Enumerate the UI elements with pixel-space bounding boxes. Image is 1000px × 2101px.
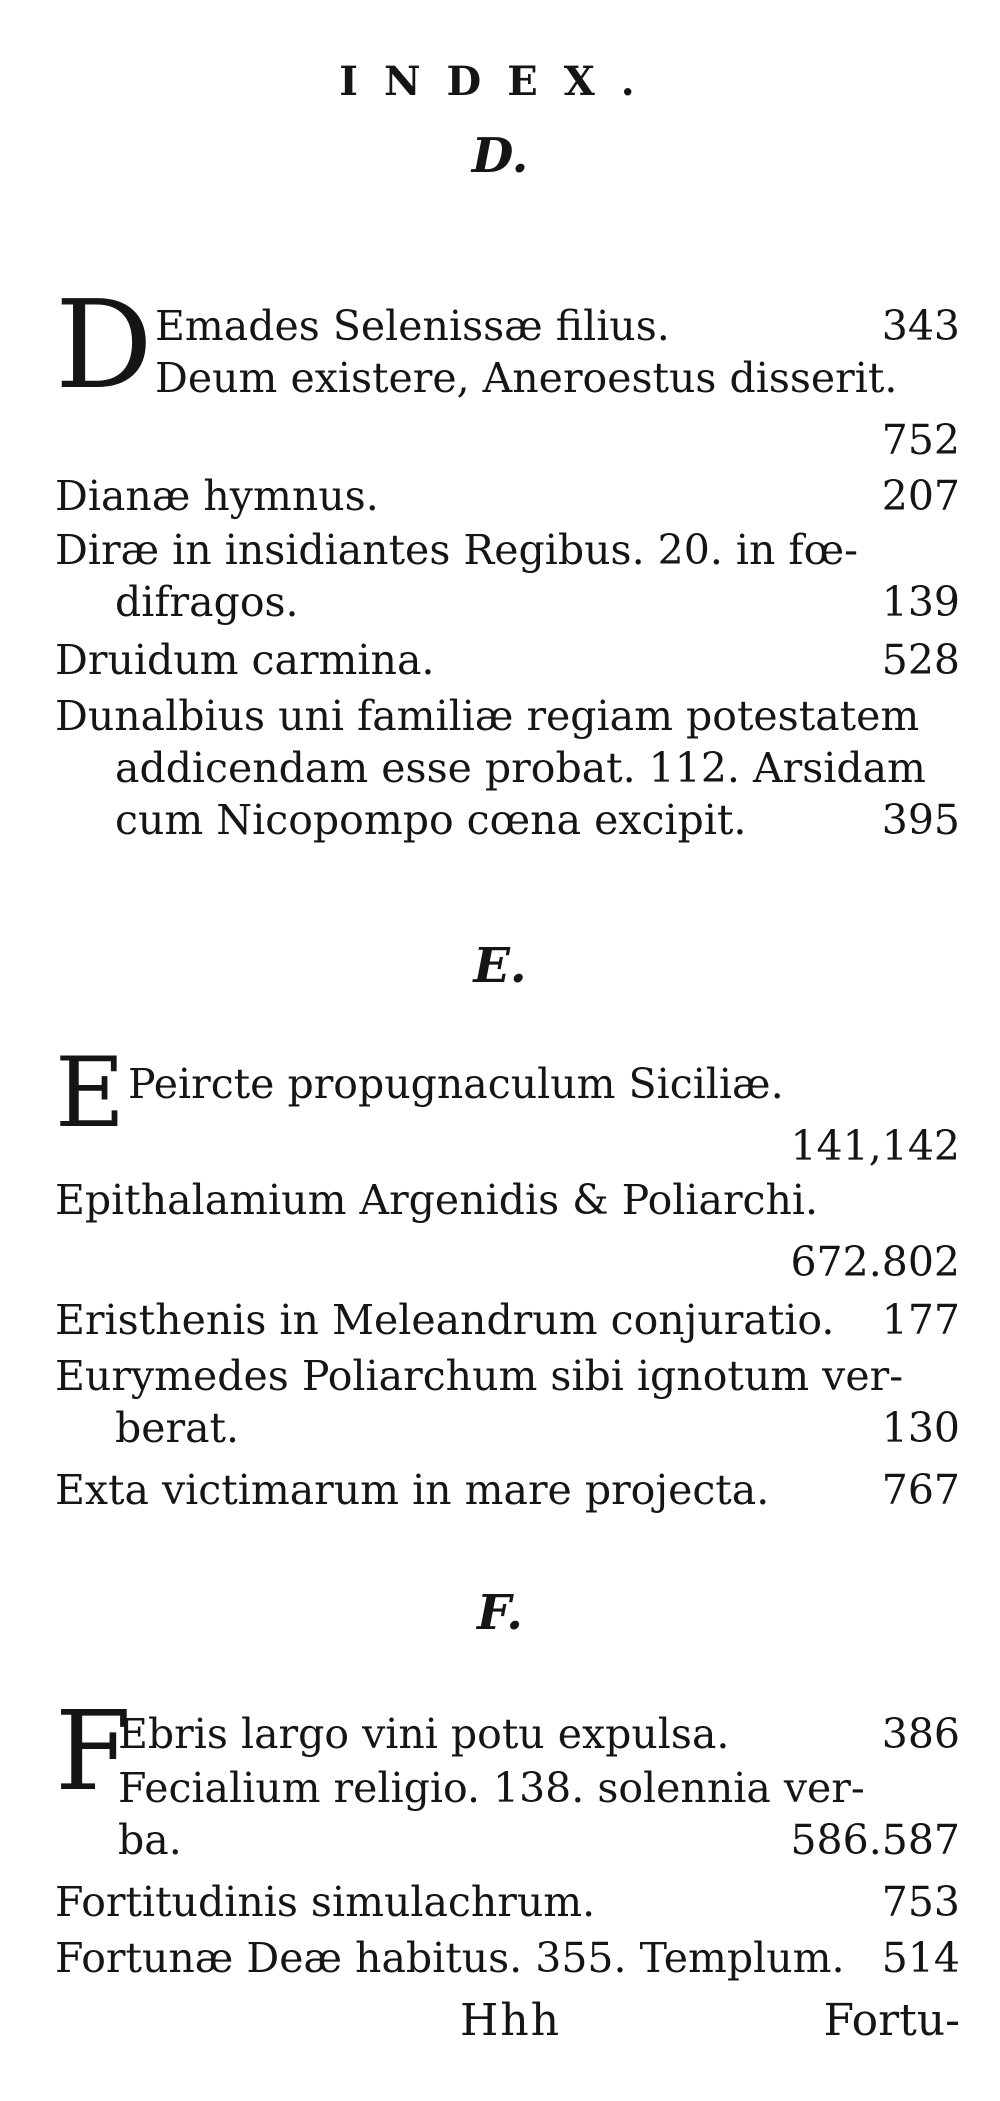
entry-page: 343	[881, 302, 960, 350]
entry-text: Fortitudinis simulachrum.	[55, 1878, 596, 1926]
entry-text-line-1: Eurymedes Poliarchum sibi ignotum ver-	[55, 1352, 904, 1400]
entry-text-line-3: cum Nicopompo cœna excipit. 395	[115, 796, 960, 844]
entry-page: 586.587	[790, 1816, 960, 1864]
entry-page: 139	[881, 578, 960, 626]
entry-text: Emades Selenissæ filius.	[155, 302, 670, 350]
entry-page: 130	[881, 1404, 960, 1452]
signature-mark: Hhh	[460, 1995, 562, 2046]
entry-text: Ebris largo vini potu expulsa.	[118, 1710, 730, 1758]
entry-text: Eristhenis in Meleandrum conjuratio.	[55, 1296, 835, 1344]
entry-page: 753	[881, 1878, 960, 1926]
index-entry	[55, 1876, 960, 1928]
entry-text-line-1: Fecialium religio. 138. solennia ver-	[118, 1764, 865, 1812]
index-entry	[55, 1464, 960, 1516]
page-header: INDEX.	[339, 58, 661, 105]
section-letter-d: D.	[471, 128, 529, 184]
index-entry	[128, 1058, 960, 1170]
index-entry	[55, 524, 960, 628]
entry-page: 386	[881, 1710, 960, 1758]
entry-page: 528	[881, 636, 960, 684]
entry-text: Fortunæ Deæ habitus. 355. Templum.	[55, 1934, 845, 1982]
index-entry	[118, 1762, 960, 1866]
entry-text: Exta victimarum in mare projecta.	[55, 1466, 770, 1514]
index-entry	[55, 1350, 960, 1454]
entry-text-line-2: ba. 586.587	[118, 1816, 960, 1864]
dropcap-f: F	[55, 1687, 132, 1815]
entry-text-line-1: Dunalbius uni familiæ regiam potestatem	[55, 692, 920, 740]
index-entry	[155, 352, 960, 464]
entry-text-line-1: Diræ in insidiantes Regibus. 20. in fœ-	[55, 526, 859, 574]
catchword: Fortu-	[823, 1995, 960, 2046]
entry-page: 141,142	[790, 1122, 960, 1170]
entry-page: 395	[881, 796, 960, 844]
entry-page: 767	[881, 1466, 960, 1514]
index-entry	[55, 1174, 960, 1286]
dropcap-d: D	[55, 274, 153, 416]
index-entry	[155, 300, 960, 352]
entry-text: Druidum carmina.	[55, 636, 435, 684]
index-entry	[118, 1708, 960, 1760]
index-entry	[55, 634, 960, 686]
section-letter-f: F.	[477, 1585, 523, 1641]
entry-text: Deum existere, Aneroestus disserit.	[155, 354, 898, 402]
entry-page: 177	[881, 1296, 960, 1344]
entry-page: 752	[881, 416, 960, 464]
entry-text: Epithalamium Argenidis & Poliarchi.	[55, 1176, 819, 1224]
index-entry	[55, 1294, 960, 1346]
dropcap-e: E	[55, 1037, 126, 1149]
entry-text-line-2: berat. 130	[115, 1404, 960, 1452]
entry-text: Peircte propugnaculum Siciliæ.	[128, 1060, 784, 1108]
entry-text: Dianæ hymnus.	[55, 472, 379, 520]
entry-text-line-2: difragos. 139	[115, 578, 960, 626]
index-entry	[55, 690, 960, 846]
index-entry	[55, 1932, 960, 1984]
section-letter-e: E.	[473, 938, 527, 994]
entry-page: 207	[881, 472, 960, 520]
entry-page: 672.802	[790, 1238, 960, 1286]
entry-text-line-2: addicendam esse probat. 112. Arsidam	[115, 744, 926, 792]
index-entry	[55, 470, 960, 522]
entry-page: 514	[881, 1934, 960, 1982]
